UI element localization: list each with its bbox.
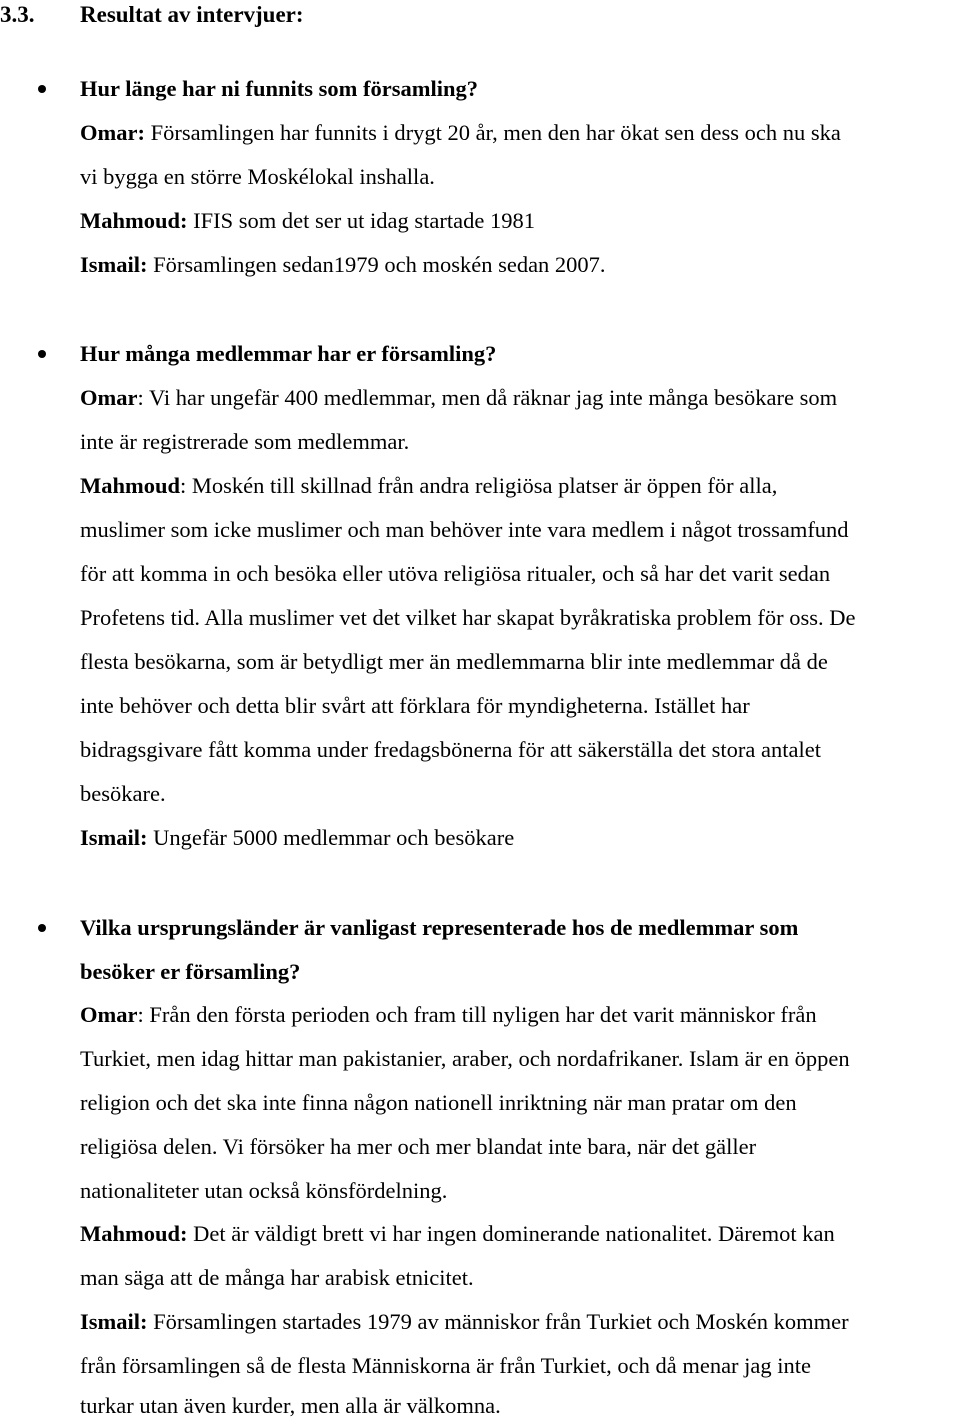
- answer-text: : Vi har ungefär 400 medlemmar, men då räknar jag inte många besökare som: [137, 385, 838, 410]
- answer-line: flesta besökarna, som är betydligt mer än medlemmarna blir inte medlemmar då de: [80, 649, 828, 674]
- bullet-icon: [38, 924, 46, 932]
- speaker-name: Mahmoud:: [80, 208, 188, 233]
- answer-line: man säga att de många har arabisk etnicitet.: [80, 1265, 474, 1290]
- answer-line: [80, 199, 535, 243]
- answer-line: Profetens tid. Alla muslimer vet det vilket har skapat byråkratiska problem för oss. De: [80, 605, 856, 630]
- bullet-icon: [38, 85, 46, 93]
- answer-line: Turkiet, men idag hittar man pakistanier, araber, och nordafrikaner. Islam är en öppen: [80, 1046, 850, 1071]
- section-number: 3.3.: [0, 2, 35, 27]
- answer-line: [80, 243, 606, 287]
- speaker-name: Mahmoud: [80, 473, 181, 498]
- question-text: Hur många medlemmar har er församling?: [80, 341, 497, 366]
- speaker-name: Ismail:: [80, 1309, 148, 1334]
- question-text: besöker er församling?: [80, 959, 301, 984]
- answer-line: bidragsgivare fått komma under fredagsbönerna för att säkerställa det stora antalet: [80, 737, 821, 762]
- answer-line: vi bygga en större Moskélokal inshalla.: [80, 164, 435, 189]
- speaker-name: Omar: [80, 1002, 138, 1027]
- question-text: Vilka ursprungsländer är vanligast representerade hos de medlemmar som: [80, 915, 799, 940]
- answer-text: Det är väldigt brett vi har ingen dominerande nationalitet. Däremot kan: [187, 1221, 835, 1246]
- answer-line: besökare.: [80, 781, 166, 806]
- section-heading: [0, 0, 304, 30]
- answer-text: Församlingen har funnits i drygt 20 år, men den har ökat sen dess och nu ska: [144, 120, 841, 145]
- answer-line: [80, 993, 817, 1037]
- answer-line: för att komma in och besöka eller utöva religiösa ritualer, och så har det varit sedan: [80, 561, 831, 586]
- answer-line: [80, 376, 837, 420]
- answer-line: [80, 1212, 835, 1256]
- answer-line: [80, 464, 777, 508]
- answer-text: Församlingen sedan1979 och moskén sedan 2007.: [147, 252, 606, 277]
- answer-text: Församlingen startades 1979 av människor från Turkiet och Moskén kommer: [147, 1309, 849, 1334]
- answer-line: religion och det ska inte finna någon nationell inriktning när man pratar om den: [80, 1090, 797, 1115]
- bullet-icon: [38, 350, 46, 358]
- speaker-name: Ismail:: [80, 252, 148, 277]
- answer-line: turkar utan även kurder, men alla är välkomna.: [80, 1393, 501, 1418]
- answer-line: inte behöver och detta blir svårt att förklara för myndigheterna. Istället har: [80, 693, 750, 718]
- answer-line: religiösa delen. Vi försöker ha mer och mer blandat inte bara, när det gäller: [80, 1134, 757, 1159]
- answer-line: inte är registrerade som medlemmar.: [80, 429, 410, 454]
- answer-line: [80, 111, 841, 155]
- answer-line: från församlingen så de flesta Människorna är från Turkiet, och då menar jag inte: [80, 1353, 812, 1378]
- answer-line: nationaliteter utan också könsfördelning.: [80, 1178, 448, 1203]
- answer-line: [80, 1300, 849, 1344]
- speaker-name: Omar:: [80, 120, 145, 145]
- answer-text: IFIS som det ser ut idag startade 1981: [187, 208, 535, 233]
- answer-text: Ungefär 5000 medlemmar och besökare: [147, 825, 515, 850]
- answer-text: : Moskén till skillnad från andra religiösa platser är öppen för alla,: [180, 473, 778, 498]
- section-title: Resultat av intervjuer:: [80, 2, 304, 27]
- answer-line: [80, 816, 514, 860]
- answer-text: : Från den första perioden och fram till nyligen har det varit människor från: [137, 1002, 817, 1027]
- speaker-name: Ismail:: [80, 825, 148, 850]
- question-text: Hur länge har ni funnits som församling?: [80, 76, 478, 101]
- speaker-name: Omar: [80, 385, 138, 410]
- speaker-name: Mahmoud:: [80, 1221, 188, 1246]
- answer-line: muslimer som icke muslimer och man behöver inte vara medlem i något trossamfund: [80, 517, 849, 542]
